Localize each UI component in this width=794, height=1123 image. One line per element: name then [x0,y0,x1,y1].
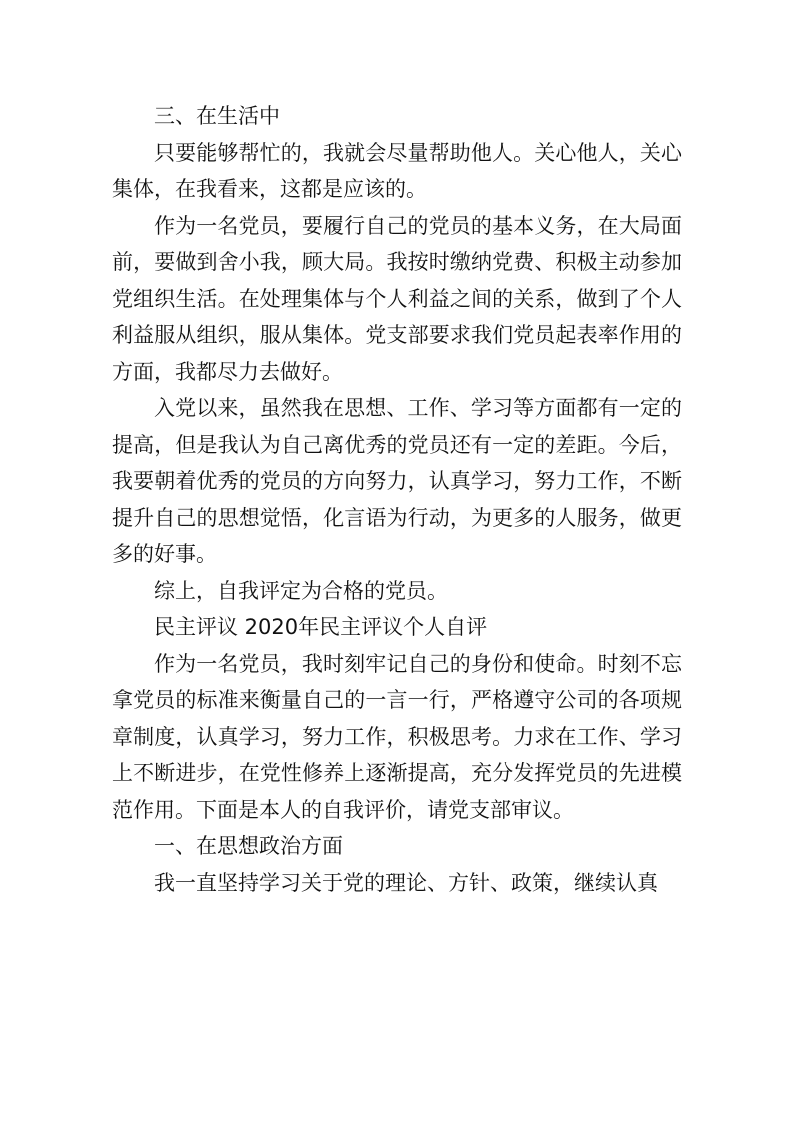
paragraph: 只要能够帮忙的，我就会尽量帮助他人。关心他人，关心集体，在我看来，这都是应该的。 [112,140,682,201]
document-body [112,98,682,901]
paragraph: 作为一名党员，要履行自己的党员的基本义务，在大局面前，要做到舍小我，顾大局。我按时缴纳党费、积极主动参加党组织生活。在处理集体与个人利益之间的关系，做到了个人利益服从组织，服从集体。党支部要求我们党员起表率作用的方面，我都尽力去做好。 [112,213,682,384]
paragraph: 我一直坚持学习关于党的理论、方针、政策，继续认真 [154,870,658,895]
section-heading-life: 三、在生活中 [154,104,280,128]
document-title: 民主评议 2020年民主评议个人自评 [154,615,488,639]
section-heading-politics: 一、在思想政治方面 [154,834,343,858]
paragraph: 综上，自我评定为合格的党员。 [154,578,448,603]
paragraph: 入党以来，虽然我在思想、工作、学习等方面都有一定的提高，但是我认为自己离优秀的党员还有一定的差距。今后，我要朝着优秀的党员的方向努力，认真学习，努力工作，不断提升自己的思想觉悟，化言语为行动，为更多的人服务，做更多的好事。 [112,396,682,566]
paragraph: 作为一名党员，我时刻牢记自己的身份和使命。时刻不忘拿党员的标准来衡量自己的一言一行，严格遵守公司的各项规章制度，认真学习，努力工作，积极思考。力求在工作、学习上不断进步，在党性修养上逐渐提高，充分发挥党员的先进模范作用。下面是本人的自我评价，请党支部审议。 [112,651,682,822]
